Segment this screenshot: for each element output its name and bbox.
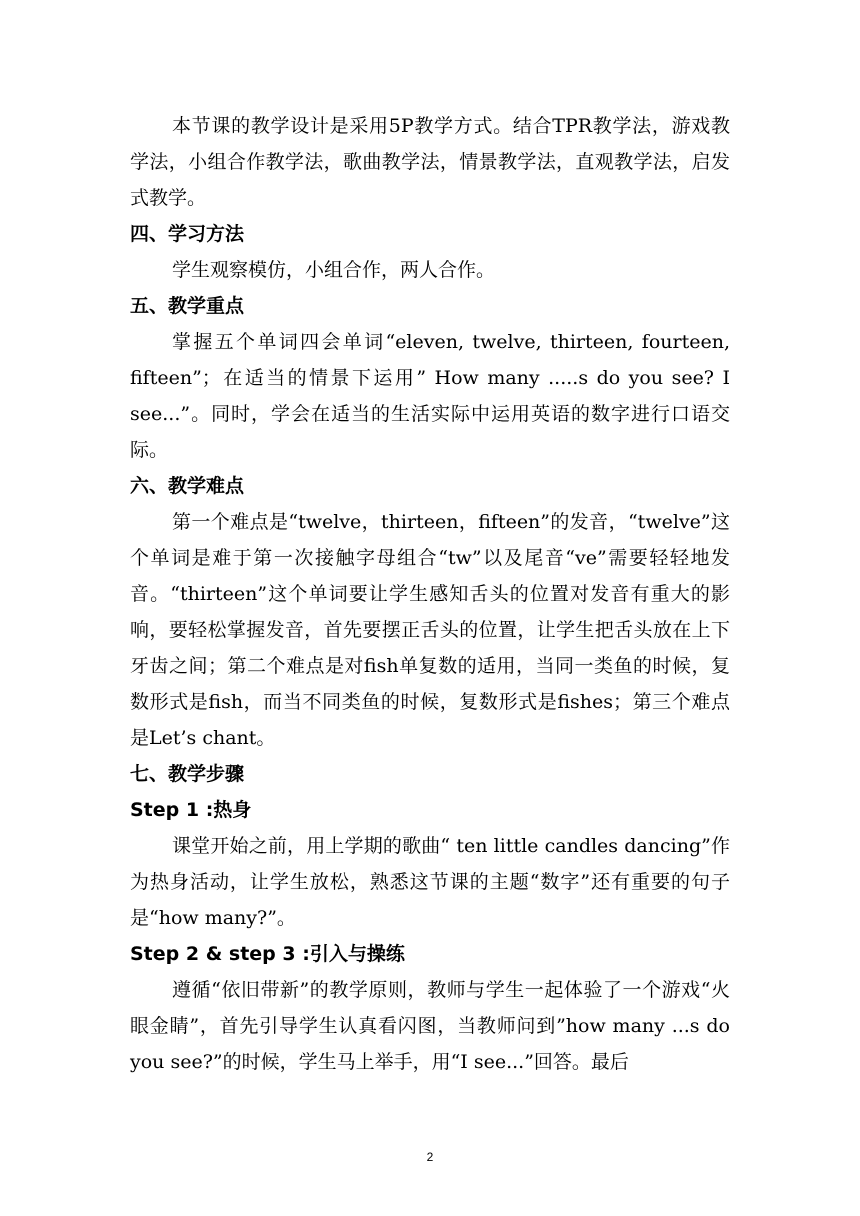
paragraph-step-2-3: 遵循“依旧带新”的教学原则，教师与学生一起体验了一个游戏“火眼金睛”，首先引导学生认真看闪图，当教师问到”how many ...s do you see?”的时候，学生马上举手，用“I see...”回答。最后 [130,979,730,1073]
document-body [130,108,730,1080]
page-number: 2 [426,1150,434,1164]
paragraph-step-1: 课堂开始之前，用上学期的歌曲“ ten little candles dancing”作为热身活动，让学生放松，熟悉这节课的主题“数字”还有重要的句子是“how many?”。 [130,835,730,929]
heading-key-points: 五、教学重点 [130,295,245,317]
heading-step-2-3: Step 2 & step 3 :引入与操练 [130,943,405,965]
heading-step-1: Step 1 :热身 [130,799,252,821]
paragraph-learning-method: 学生观察模仿，小组合作，两人合作。 [172,259,496,281]
heading-learning-method: 四、学习方法 [130,223,245,245]
paragraph-teaching-method: 本节课的教学设计是采用5P教学方式。结合TPR教学法，游戏教学法，小组合作教学法，歌曲教学法，情景教学法，直观教学法，启发式教学。 [130,115,730,209]
paragraph-difficulties: 第一个难点是“twelve，thirteen，fifteen”的发音，“twelve”这个单词是难于第一次接触字母组合“tw”以及尾音“ve”需要轻轻地发音。“thirteen”这个单词要让学生感知舌头的位置对发音有重大的影响，要轻松掌握发音，首先要摆正舌头的位置，让学生把舌头放在上下牙齿之间；第二个难点是对fish单复数的适用，当同一类鱼的时候，复数形式是fish，而当不同类鱼的时候，复数形式是fishes；第三个难点是Let’s chant。 [130,511,730,749]
heading-difficulties: 六、教学难点 [130,475,245,497]
paragraph-key-points: 掌握五个单词四会单词“eleven, twelve, thirteen, fourteen, fifteen”；在适当的情景下运用” How many .....s do you see? I see...”。同时，学会在适当的生活实际中运用英语的数字进行口语交际。 [130,331,730,461]
heading-teaching-steps: 七、教学步骤 [130,763,245,785]
